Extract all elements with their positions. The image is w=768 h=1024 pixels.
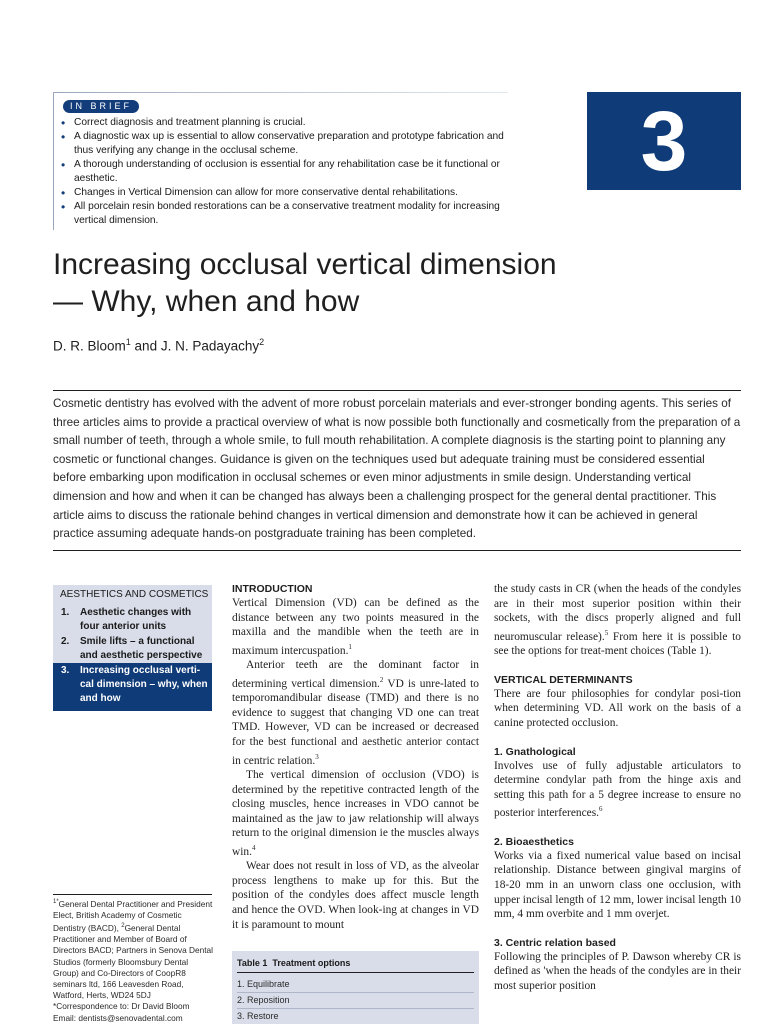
- authors-line: [53, 337, 264, 354]
- body-column-2: [232, 582, 479, 932]
- affiliation-text-2: General Dental Practitioner and Member of Board of Directors BACD; Partners in Senova Dental Studios (formerly Bloomsbury Dental Group) and Co-Directors of CoopR8 seminars ltd, 166 Leavesden Road, Watford, Herts, WD24 5DJ: [53, 922, 214, 1001]
- paragraph: Following the principles of P. Dawson whereby CR is defined as 'when the heads of the condyles are in their most superior position: [494, 950, 741, 992]
- series-item-number: 2.: [61, 636, 70, 647]
- paragraph-text: The vertical dimension of occlusion (VDO) is determined by the repetitive contracted length of the closing muscles, hence increases in VDO cannot be maintained as the jaw to jaw relationship will always return to the original dimension ie the muscles always win.: [232, 768, 479, 858]
- paragraph-text: Vertical Dimension (VD) can be defined as the distance between any two points measured in the maxilla and the mandible when the teeth are in maximum intercuspation.: [232, 597, 479, 657]
- in-brief-point: • Correct diagnosis and treatment planning is crucial.: [61, 116, 509, 130]
- reference-sup: 6: [599, 805, 603, 814]
- paragraph-text: the study casts in CR (when the heads of the condyles are in their most superior position within their sockets, with the discs properly aligned and full neuromuscular release).: [494, 583, 741, 643]
- paragraph: Wear does not result in loss of VD, as the alveolar process lengthens to make up for this. But the position of the condyles does affect muscle length and hence the OVD. When look-ing at changes in VD it is paramount to mount: [232, 860, 479, 931]
- subheading-gnathological: 1. Gnathological: [494, 745, 576, 758]
- paragraph: There are four philosophies for condylar posi-tion when determining VD. All work on the basis of a canine protected occlusion.: [494, 687, 741, 729]
- series-item-number: 1.: [61, 607, 70, 618]
- table-1-title: Treatment options: [272, 958, 351, 968]
- authors-and: and: [130, 338, 161, 354]
- author-1: D. R. Bloom: [53, 338, 126, 354]
- table-1-label: Table 1: [237, 958, 268, 968]
- paragraph: [232, 768, 479, 859]
- paragraph: [494, 582, 741, 659]
- in-brief-list: [61, 116, 509, 228]
- series-title: AESTHETICS AND COSMETICS: [60, 589, 209, 600]
- in-brief-label: IN BRIEF: [63, 100, 139, 113]
- subheading-centric-relation: 3. Centric relation based: [494, 936, 616, 949]
- abstract: Cosmetic dentistry has evolved with the advent of more robust porcelain materials and ever-stronger bonding agents. This series of three articles aims to provide a practical overview of what is now possible both functionally and cosmetically from the preparation of a small number of teeth, through a whole smile, to full mouth rehabilitation. A complete diagnosis is the starting point to planning any cosmetic or functional changes. Guidance is given on the techniques used but adequate training must be considered essential before embarking upon modification in occlusal schemes or even minor adjustments in smile design. Understanding vertical dimension and how and when it can be changed has always been a challenging prospect for the general dental practitioner. This article aims to discuss the rationale behind changes in vertical dimension and demonstrate how it can be achieved in general practice assuming adequate hands-on postgraduate training has been completed.: [53, 397, 741, 541]
- table-row-separator: [237, 1008, 474, 1009]
- paragraph-text: Anterior teeth are the dominant factor in determining vertical dimension.: [232, 659, 479, 690]
- series-item-text: Aesthetic changes with four anterior units: [80, 607, 192, 632]
- series-item-1: [53, 606, 212, 634]
- article-title: [53, 246, 613, 320]
- table-1-caption: [237, 958, 350, 968]
- article-title-line1: Increasing occlusal vertical dimension: [53, 248, 557, 281]
- section-heading-vertical-determinants: VERTICAL DETERMINANTS: [494, 673, 633, 686]
- author-2: J. N. Padayachy: [160, 338, 260, 354]
- series-item-text: Increasing occlusal verti-cal dimension – why, when and how: [80, 665, 208, 704]
- email: Email: dentists@senovadental.com: [53, 1012, 183, 1023]
- affiliation-rule: [53, 894, 212, 895]
- author-1-sup: 1: [125, 337, 131, 347]
- series-item-text: Smile lifts – a functional and aesthetic perspective: [80, 636, 203, 661]
- reference-sup: 5: [604, 628, 609, 637]
- in-brief-top-rule: [53, 92, 508, 93]
- table-1-rule: [237, 972, 474, 973]
- paragraph-text: From here it is possible to see the options for treat-ment choices (Table 1).: [494, 630, 741, 658]
- author-2-sup: 2: [259, 337, 265, 347]
- affiliation-sup-1: 1*: [53, 899, 59, 905]
- in-brief-point: • All porcelain resin bonded restorations can be a conservative treatment modality for increasing vertical dimension.: [61, 200, 509, 228]
- article-number-box: 3: [587, 92, 741, 190]
- reference-sup: 3: [315, 752, 319, 761]
- paragraph: [232, 596, 479, 658]
- paragraph-text: VD is unre-lated to temporomandibular disease (TMD) and there is no evidence to suggest that changing VD one can treat TMD. However, VD can be increased or decreased for the best functional and aesthetic anterior contact in centric relation.: [232, 677, 479, 767]
- in-brief-point: • Changes in Vertical Dimension can allow for more conservative dental rehabilitations.: [61, 186, 509, 200]
- paragraph-text: Involves use of fully adjustable articulators to determine condylar path from the hinge axis and setting this path for a 5 degree increase to ensure no posterior interferences.: [494, 759, 741, 820]
- affiliation-note: [53, 897, 215, 1024]
- series-item-number: 3.: [61, 665, 70, 676]
- reference-sup: 4: [251, 843, 256, 852]
- correspondence: *Correspondence to: Dr David Bloom: [53, 1001, 190, 1012]
- in-brief-point: • A thorough understanding of occlusion is essential for any rehabilitation case be it functional or aesthetic.: [61, 158, 509, 186]
- series-item-3-current: [53, 663, 212, 711]
- table-row-separator: [237, 992, 474, 993]
- body-column-3: [494, 582, 741, 993]
- article-title-line2: — Why, when and how: [53, 285, 360, 318]
- table-row: 2. Reposition: [237, 995, 290, 1005]
- series-item-2: [53, 635, 212, 663]
- paragraph: [494, 759, 741, 821]
- subheading-bioaesthetics: 2. Bioaesthetics: [494, 835, 574, 848]
- affiliation-sup-2: 2: [121, 923, 125, 930]
- table-row: 3. Restore: [237, 1011, 279, 1021]
- abstract-bottom-rule: [53, 550, 741, 551]
- reference-sup: 1: [348, 642, 352, 651]
- paragraph: Works via a fixed numerical value based on incisal relationship. Distance between gingival margins of 18-20 mm in an unworn class one occlusion, with upper incisal length of 12 mm, lower incisal length 10 mm, 4 mm overbite and 1 mm overjet.: [494, 849, 741, 921]
- section-heading-introduction: INTRODUCTION: [232, 583, 313, 595]
- table-row: 1. Equilibrate: [237, 979, 290, 989]
- affiliation-text-1: General Dental Practitioner and President Elect, British Academy of Cosmetic Dentistry (BACD),: [53, 898, 213, 933]
- in-brief-point: • A diagnostic wax up is essential to allow conservative preparation and prototype fabrication and thus verifying any change in the occlusal scheme.: [61, 130, 509, 158]
- paragraph: [232, 658, 479, 768]
- in-brief-left-rule: [53, 92, 54, 230]
- abstract-top-rule: [53, 390, 741, 391]
- reference-sup: 2: [379, 675, 384, 684]
